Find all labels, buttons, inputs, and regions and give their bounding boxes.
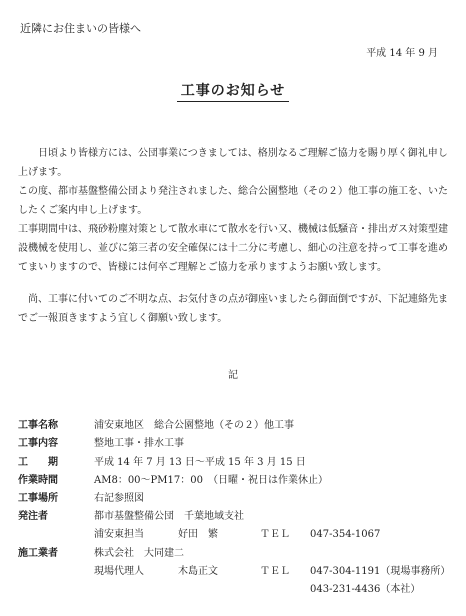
detail-label: 工事名称	[18, 420, 58, 431]
paragraph-safety: 工事期間中は、飛砂粉塵対策として散水車にて散水を行い又、機械は低騒音・排出ガス対策型建設機械を使用し、並びに第三者の安全確保には十二分に考慮し、細心の注意を持って工事を進めてまいりますので、皆様には何卒ご理解とご協力を承りますようお願い致します。	[18, 224, 448, 273]
ki-heading: 記	[228, 370, 238, 381]
detail-label: 工期	[18, 457, 78, 468]
detail-value: 株式会社 大同建二	[94, 548, 184, 559]
document-date: 平成 14 年 9 月	[366, 48, 438, 59]
detail-label: 発注者	[18, 511, 48, 522]
greeting: 近隣にお住まいの皆様へ	[20, 22, 141, 35]
paragraph-notice: この度、都市基盤整備公団より発注されました、総合公園整地（その２）他工事の施工を、いたしたくご案内申し上げます。	[18, 186, 448, 216]
tel-label: ＴＥＬ	[260, 529, 290, 540]
contractor-role: 現場代理人	[94, 566, 144, 577]
detail-value: AM8：00～PM17：00 （日曜・祝日は作業休止）	[94, 475, 328, 486]
orderer-dept: 浦安東担当	[94, 529, 144, 540]
detail-label: 施工業者	[18, 548, 58, 559]
detail-value: 浦安東地区 総合公園整地（その２）他工事	[94, 420, 294, 431]
detail-label: 工事場所	[18, 493, 58, 504]
detail-label: 作業時間	[18, 475, 58, 486]
contractor-person: 木島正文	[178, 566, 218, 577]
orderer-person: 好田 繁	[178, 529, 218, 540]
paragraph-greeting: 日頃より皆様方には、公団事業につきましては、格別なるご理解ご協力を賜り厚く御礼申し上げます。	[18, 148, 448, 178]
detail-value: 右記参照図	[94, 493, 144, 504]
document-title-wrap	[0, 80, 466, 102]
detail-value: 平成 14 年 7 月 13 日～平成 15 年 3 月 15 日	[94, 457, 306, 468]
detail-value: 都市基盤整備公団 千葉地域支社	[94, 511, 244, 522]
detail-value: 整地工事・排水工事	[94, 438, 184, 449]
contractor-tel-site: 047-304-1191（現場事務所）	[310, 566, 451, 577]
paragraph-contact: 尚、工事に付いてのご不明な点、お気付きの点が御座いましたら御面倒ですが、下記連絡先までご一報頂きますよう宜しく御願い致します。	[18, 294, 448, 324]
detail-label: 工事内容	[18, 438, 58, 449]
document-title: 工事のお知らせ	[177, 80, 290, 102]
tel-label: ＴＥＬ	[260, 566, 290, 577]
orderer-tel: 047-354-1067	[310, 529, 381, 540]
contractor-tel-hq: 043-231-4436（本社）	[310, 584, 421, 595]
